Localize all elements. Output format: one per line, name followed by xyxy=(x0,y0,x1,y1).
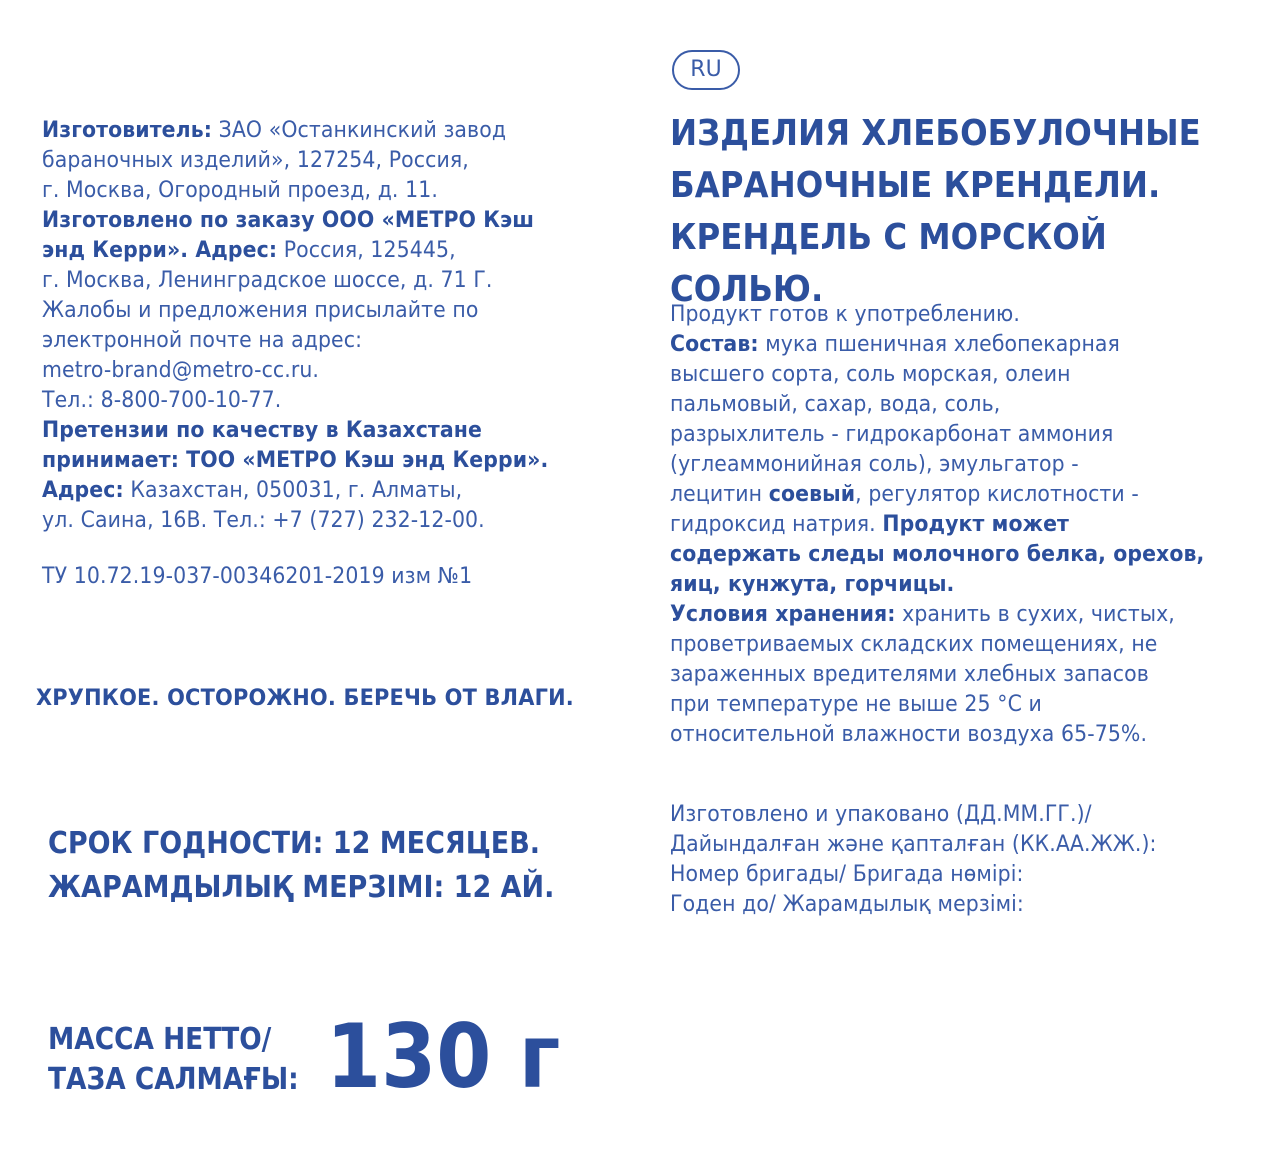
composition-text: высшего сорта, соль морская, олеин xyxy=(670,362,1071,387)
manufacturer-line: г. Москва, Огородный проезд, д. 11. xyxy=(42,178,438,203)
manufacturer-line: Изготовитель: ЗАО «Останкинский завод xyxy=(42,118,507,143)
composition-line xyxy=(670,300,1204,330)
manufacturer-line: электронной почте на адрес: xyxy=(42,328,363,353)
composition-line xyxy=(670,600,1204,630)
production-dates xyxy=(670,800,1157,920)
net-weight-label-ru: МАССА НЕТТО/ xyxy=(48,1022,272,1057)
manufacturer-line: Претензии по качеству в Казахстане xyxy=(42,418,482,443)
composition-text: относительной влажности воздуха 65-75%. xyxy=(670,722,1148,747)
manufacturer-phone: Тел.: 8-800-700-10-77. xyxy=(42,388,282,413)
fragile-warning: ХРУПКОЕ. ОСТОРОЖНО. БЕРЕЧЬ ОТ ВЛАГИ. xyxy=(36,686,574,711)
manufacturer-line: бараночных изделий», 127254, Россия, xyxy=(42,148,469,173)
manufacturer-email: metro-brand@metro-cc.ru. xyxy=(42,358,320,383)
composition-line xyxy=(670,480,1204,510)
composition-bold-text: Продукт может xyxy=(882,512,1069,537)
manufacturer-info xyxy=(42,116,581,536)
composition-line xyxy=(670,660,1204,690)
composition-text: при температуре не выше 25 °С и xyxy=(670,692,1042,717)
composition-text: проветриваемых складских помещениях, не xyxy=(670,632,1158,657)
language-badge: RU xyxy=(672,50,740,90)
composition-line xyxy=(670,360,1204,390)
manufacturer-line: ул. Саина, 16В. Тел.: +7 (727) 232-12-00. xyxy=(42,508,485,533)
composition-line xyxy=(670,510,1204,540)
product-title-line: ИЗДЕЛИЯ ХЛЕБОБУЛОЧНЫЕ xyxy=(670,113,1201,154)
manufactured-date-label-kz: Дайындалған және қапталған (КК.АА.ЖЖ.): xyxy=(670,832,1157,857)
composition-bold-text: соевый xyxy=(768,482,856,507)
shelf-life-kz: ЖАРАМДЫЛЫҚ МЕРЗІМІ: 12 АЙ. xyxy=(48,870,555,905)
composition-text: пальмовый, сахар, вода, соль, xyxy=(670,392,1001,417)
composition-text: гидроксид натрия. xyxy=(670,512,883,537)
composition-line xyxy=(670,420,1204,450)
team-number-label: Номер бригады/ Бригада нөмірі: xyxy=(670,862,1024,887)
manufacturer-line: Жалобы и предложения присылайте по xyxy=(42,298,479,323)
composition-text: мука пшеничная хлебопекарная xyxy=(758,332,1120,357)
net-weight-label xyxy=(48,1020,299,1100)
shelf-life-ru: СРОК ГОДНОСТИ: 12 МЕСЯЦЕВ. xyxy=(48,826,541,861)
product-title-line: СОЛЬЮ. xyxy=(670,269,824,310)
manufacturer-line: принимает: ТОО «МЕТРО Кэш энд Керри». xyxy=(42,448,549,473)
composition-line xyxy=(670,630,1204,660)
product-title-line: БАРАНОЧНЫЕ КРЕНДЕЛИ. xyxy=(670,165,1161,206)
product-title-line: КРЕНДЕЛЬ С МОРСКОЙ xyxy=(670,217,1107,258)
composition-text: лецитин xyxy=(670,482,769,507)
manufacturer-line: Изготовлено по заказу ООО «МЕТРО Кэш xyxy=(42,208,535,233)
composition-bold-text: Условия хранения: xyxy=(670,602,896,627)
composition-text: (углеаммонийная соль), эмульгатор - xyxy=(670,452,1079,477)
manufacturer-line: г. Москва, Ленинградское шоссе, д. 71 Г. xyxy=(42,268,493,293)
tech-spec-code: ТУ 10.72.19-037-00346201-2019 изм №1 xyxy=(42,564,473,589)
manufacturer-line: Адрес: Казахстан, 050031, г. Алматы, xyxy=(42,478,463,503)
net-weight-value: 130 г xyxy=(326,1005,561,1108)
composition-bold-text: содержать следы молочного белка, орехов, xyxy=(670,542,1205,567)
composition-line xyxy=(670,450,1204,480)
composition-bold-text: яиц, кунжута, горчицы. xyxy=(670,572,955,597)
best-before-label: Годен до/ Жарамдылық мерзімі: xyxy=(670,892,1024,917)
composition-text: , регулятор кислотности - xyxy=(855,482,1139,507)
manufacturer-line: энд Керри». Адрес: Россия, 125445, xyxy=(42,238,456,263)
composition-bold-text: Состав: xyxy=(670,332,759,357)
net-weight-label-kz: ТАЗА САЛМАҒЫ: xyxy=(48,1062,299,1097)
composition-line xyxy=(670,570,1204,600)
composition xyxy=(670,300,1204,750)
composition-line xyxy=(670,540,1204,570)
composition-line xyxy=(670,690,1204,720)
product-title xyxy=(670,108,1201,316)
composition-line xyxy=(670,390,1204,420)
shelf-life xyxy=(48,822,554,910)
composition-text: хранить в сухих, чистых, xyxy=(895,602,1175,627)
manufactured-date-label: Изготовлено и упаковано (ДД.ММ.ГГ.)/ xyxy=(670,802,1092,827)
composition-text: зараженных вредителями хлебных запасов xyxy=(670,662,1149,687)
composition-line xyxy=(670,720,1204,750)
composition-line xyxy=(670,330,1204,360)
composition-text: Продукт готов к употреблению. xyxy=(670,302,1020,327)
composition-text: разрыхлитель - гидрокарбонат аммония xyxy=(670,422,1114,447)
